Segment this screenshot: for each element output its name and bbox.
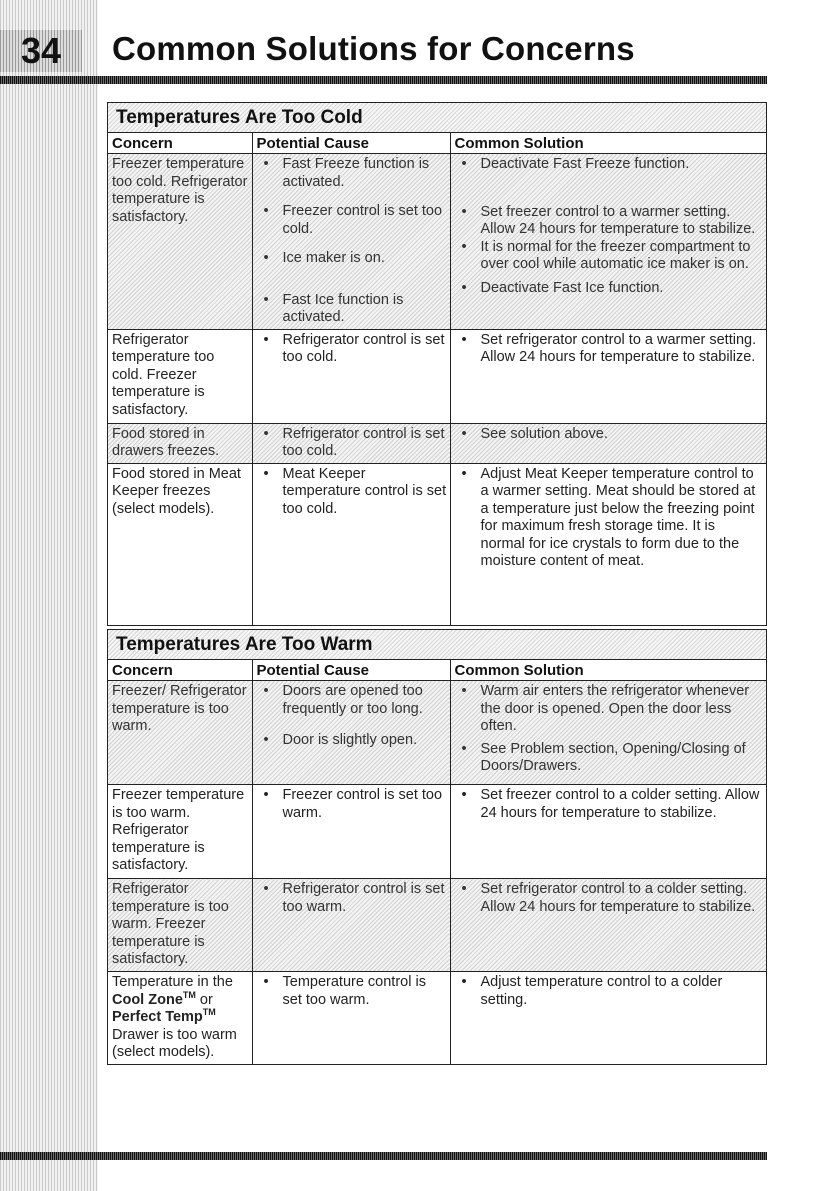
table-row [108,423,766,463]
page-title: Common Solutions for Concerns [112,30,635,67]
solution-cell [450,154,766,330]
solution-item: • Set freezer control to a warmer setting. Allow 24 hours for temperature to stabilize. [455,204,764,239]
cause-item: • Freezer control is set too cold. [257,203,447,238]
cause-item: • Refrigerator control is set too cold. [257,332,447,367]
cause-item: • Fast Freeze function is activated. [257,156,447,191]
solution-item: • See solution above. [455,426,764,444]
cause-cell [252,785,450,879]
concern-cell: Freezer temperature too cold. Refrigerator temperature is satisfactory. [108,154,252,330]
concern-cell: Food stored in Meat Keeper freezes (select models). [108,463,252,625]
table-row [108,463,766,625]
header-cause: Potential Cause [252,133,450,154]
footer-rule [0,1152,767,1160]
cause-item: • Fast Ice function is activated. [257,292,447,327]
solution-item: • It is normal for the freezer compartment to over cool while automatic ice maker is on. [455,239,764,274]
cause-cell [252,463,450,625]
too-cold-table [108,133,766,625]
trademark-mark: TM [182,989,196,1000]
concern-cell: Food stored in drawers freezes. [108,423,252,463]
solution-item: • Warm air enters the refrigerator whenever the door is opened. Open the door less often. [455,683,764,736]
cause-cell [252,154,450,330]
cause-cell [252,972,450,1064]
solution-cell [450,463,766,625]
table-header-row [108,133,766,154]
table-row [108,785,766,879]
solution-cell [450,972,766,1064]
header-rule [0,76,767,84]
concern-cell [108,972,252,1064]
concern-cell: Freezer/ Refrigerator temperature is too warm. [108,681,252,785]
solution-item: • Deactivate Fast Ice function. [455,280,764,298]
header-concern: Concern [108,133,252,154]
page-header [0,26,839,76]
header-concern: Concern [108,660,252,681]
cause-item: • Door is slightly open. [257,732,447,750]
header-cause: Potential Cause [252,660,450,681]
solution-cell [450,785,766,879]
perfect-temp-label: Perfect Temp [112,1009,203,1025]
solution-cell [450,423,766,463]
solution-item: • Adjust temperature control to a colder setting. [455,974,764,1009]
table-row [108,879,766,972]
solution-item: • Deactivate Fast Freeze function. [455,156,764,174]
cause-item: • Refrigerator control is set too warm. [257,881,447,916]
solution-item: • Set freezer control to a colder setting. Allow 24 hours for temperature to stabilize. [455,787,764,822]
cause-cell [252,423,450,463]
section-too-cold [107,102,767,626]
cause-cell [252,681,450,785]
section-too-warm [107,629,767,1065]
solution-item: • Adjust Meat Keeper temperature control to a warmer setting. Meat should be stored at a temperature just below the freezing point for maximum fresh storage time. It is normal for ice crystals to form due to the moisture content of meat. [455,466,764,571]
table-header-row [108,660,766,681]
header-solution: Common Solution [450,660,766,681]
side-stripe-decoration [0,0,98,1191]
cause-item: • Ice maker is on. [257,250,447,268]
cool-zone-label: Cool Zone [112,991,183,1008]
concern-tail: Drawer is too warm (select models). [112,1026,237,1060]
cause-cell [252,879,450,972]
solution-item: • See Problem section, Opening/Closing of Doors/Drawers. [455,741,764,776]
concern-mid: or [199,991,213,1008]
cause-item: • Meat Keeper temperature control is set too cold. [257,466,447,519]
table-row [108,329,766,423]
solution-cell [450,681,766,785]
concern-lead: Temperature in the [112,974,233,990]
solution-cell [450,329,766,423]
solution-item: • Set refrigerator control to a colder setting. Allow 24 hours for temperature to stabilize. [455,881,764,916]
cause-item: • Doors are opened too frequently or too long. [257,683,447,718]
too-warm-table [108,660,766,1064]
solution-item: • Set refrigerator control to a warmer setting. Allow 24 hours for temperature to stabilize. [455,332,764,367]
header-solution: Common Solution [450,133,766,154]
table-row [108,681,766,785]
section-title-too-warm: Temperatures Are Too Warm [108,630,766,660]
table-row [108,972,766,1064]
table-row [108,154,766,330]
concern-cell: Freezer temperature is too warm. Refrigerator temperature is satisfactory. [108,785,252,879]
cause-item: • Temperature control is set too warm. [257,974,447,1009]
concern-cell: Refrigerator temperature is too warm. Freezer temperature is satisfactory. [108,879,252,972]
page-number: 34 [0,30,82,72]
concern-cell: Refrigerator temperature too cold. Freezer temperature is satisfactory. [108,329,252,423]
cause-cell [252,329,450,423]
cause-item: • Refrigerator control is set too cold. [257,426,447,461]
section-title-too-cold: Temperatures Are Too Cold [108,103,766,133]
trademark-mark: TM [202,1007,216,1018]
solution-cell [450,879,766,972]
cause-item: • Freezer control is set too warm. [257,787,447,822]
